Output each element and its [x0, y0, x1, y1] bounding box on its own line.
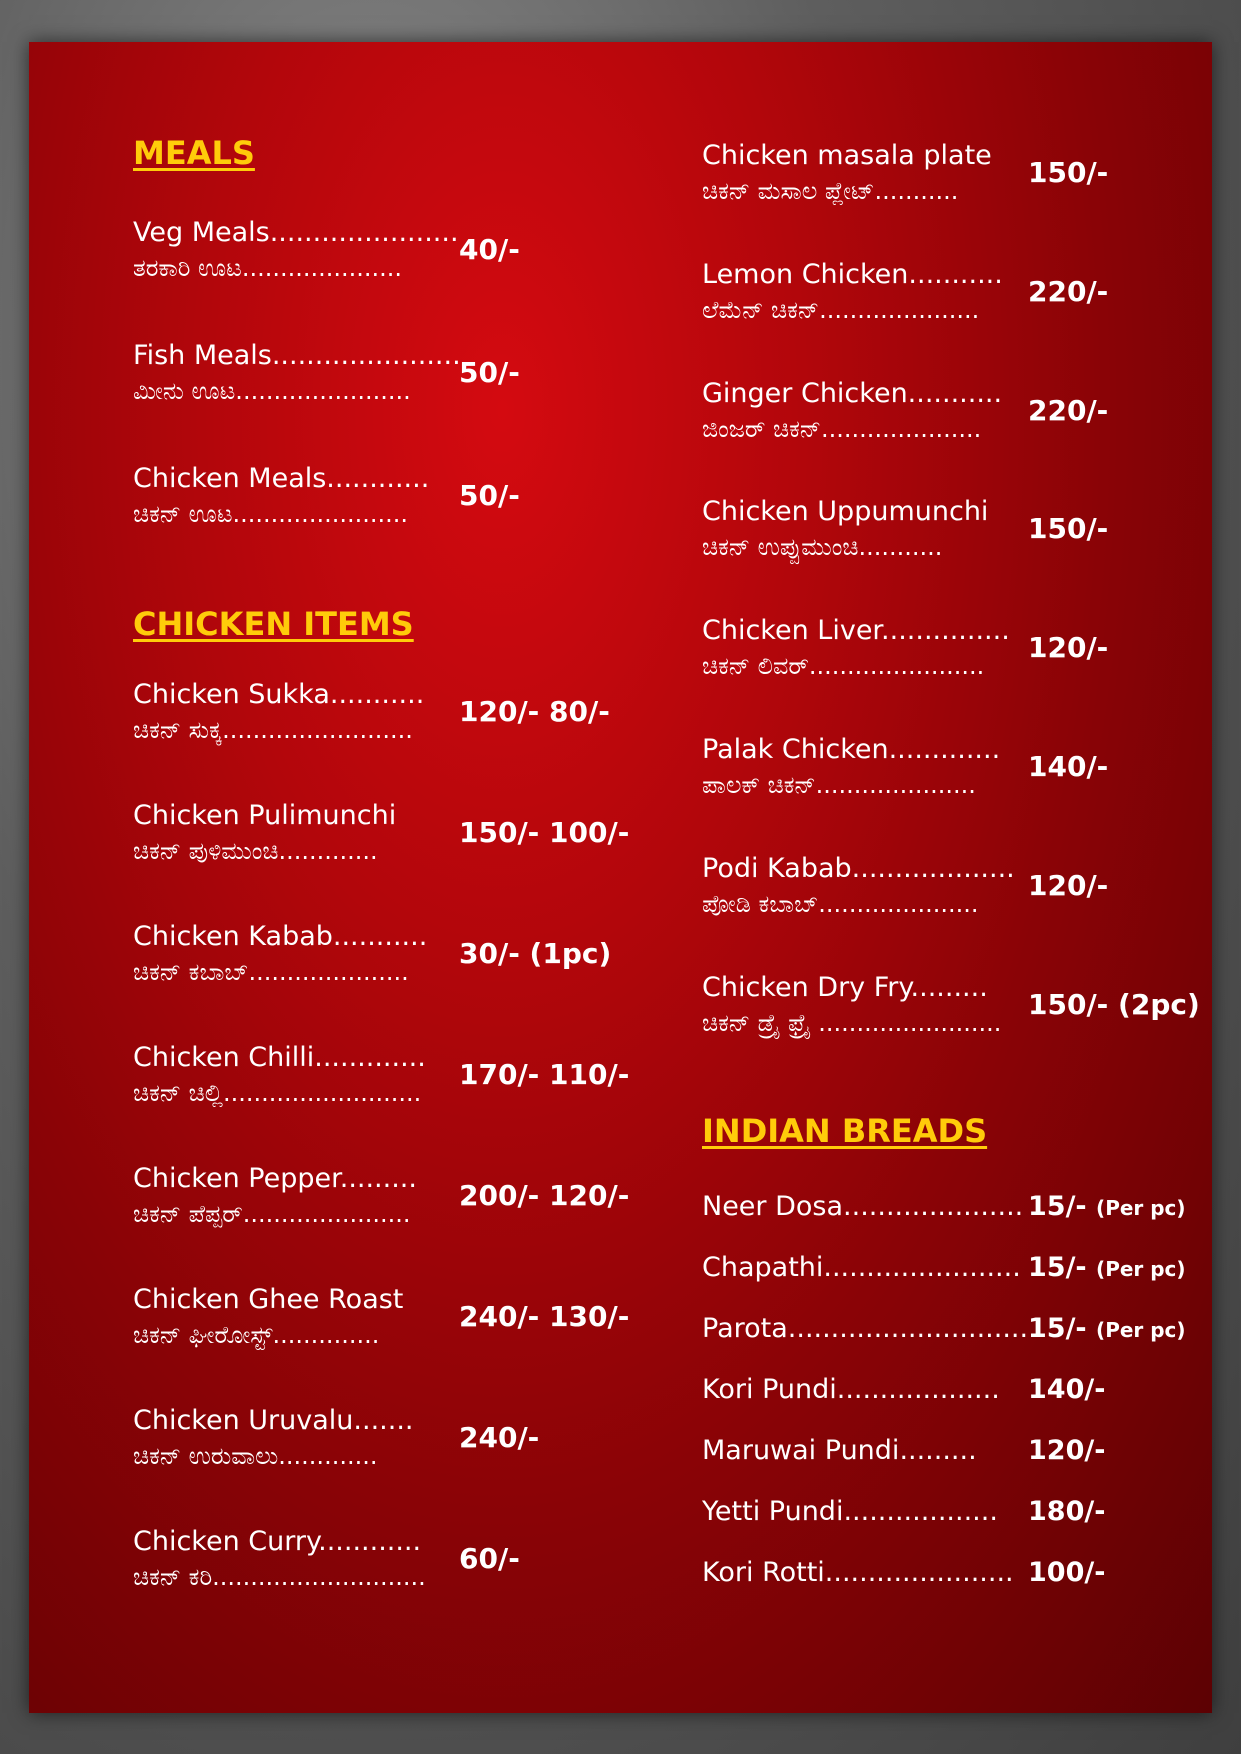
price-value: 180/-	[1028, 1496, 1106, 1527]
item-name-en: Chicken Ghee Roast	[133, 1284, 404, 1315]
item-name-kn: ಚಿಕನ್ ಘೀರೋಸ್ಟ್..............	[133, 1321, 380, 1349]
item-price: 240/-	[459, 1421, 540, 1454]
item-price	[1028, 1187, 1186, 1228]
item-name-kn: ಚಿಕನ್ ಉರುವಾಲು.............	[133, 1442, 378, 1470]
item-price: 50/-	[459, 479, 520, 512]
item-name-en: Ginger Chicken...........	[702, 378, 1003, 409]
item-name-en: Chicken Pepper.........	[133, 1163, 417, 1194]
item-name-kn: ಮೀನು ಊಟ.......................	[133, 377, 411, 405]
menu-item	[702, 494, 1109, 564]
price-value: 15/-	[1028, 1191, 1087, 1222]
item-price: 220/-	[1028, 275, 1109, 308]
bread-item	[702, 1553, 1106, 1593]
item-name-en: Chicken Dry Fry.........	[702, 972, 988, 1003]
item-name-en: Podi Kabab...................	[702, 853, 1015, 884]
item-name-en: Chicken Uppumunchi	[702, 496, 989, 527]
item-name-en: Maruwai Pundi.........	[702, 1435, 977, 1466]
item-price: 220/-	[1028, 394, 1109, 427]
price-note: (Per pc)	[1096, 1318, 1186, 1342]
item-name-kn: ಚಿಕನ್ ಕಬಾಬ್.....................	[133, 958, 409, 986]
price-value: 120/-	[1028, 1435, 1106, 1466]
menu-item	[702, 376, 1109, 446]
item-name-en: Veg Meals......................	[133, 217, 459, 248]
item-price: 50/-	[459, 356, 520, 389]
item-name-kn: ಚಿಕನ್ ಲಿವರ್.......................	[702, 652, 985, 680]
item-name-en: Chicken Pulimunchi	[133, 800, 397, 831]
price-value: 140/-	[1028, 1374, 1106, 1405]
menu-panel	[29, 42, 1212, 1713]
meals-heading: MEALS	[133, 134, 255, 172]
item-name-en: Chicken Uruvalu.......	[133, 1405, 414, 1436]
menu-item	[133, 215, 520, 285]
item-price: 150/-	[1028, 156, 1109, 189]
menu-item	[133, 1040, 630, 1110]
menu-item	[133, 1282, 630, 1352]
item-price	[1028, 1553, 1105, 1593]
item-name-en: Chapathi.......................	[702, 1252, 1021, 1283]
indian-breads-heading: INDIAN BREADS	[702, 1112, 988, 1150]
item-price: 120/- 80/-	[459, 695, 610, 728]
item-price: 170/- 110/-	[459, 1058, 630, 1091]
item-name-kn: ಚಿಕನ್ ಮಸಾಲ ಪ್ಲೇಟ್...........	[702, 177, 959, 205]
item-name-kn: ಚಿಕನ್ ಸುಕ್ಕ.........................	[133, 716, 413, 744]
item-name-kn: ಚಿಕನ್ ಉಪ್ಪುಮುಂಚಿ...........	[702, 533, 943, 561]
price-note: (Per pc)	[1096, 1196, 1186, 1220]
item-price	[1028, 1431, 1105, 1471]
menu-item	[702, 613, 1109, 683]
item-name-kn: ತರಕಾರಿ ಊಟ.....................	[133, 254, 403, 282]
item-name-en: Chicken masala plate	[702, 140, 992, 171]
bread-item	[702, 1370, 1106, 1410]
price-value: 100/-	[1028, 1557, 1106, 1588]
item-price	[1028, 1492, 1105, 1532]
item-price: 40/-	[459, 233, 520, 266]
menu-item	[702, 257, 1109, 327]
item-name-kn: ಚಿಕನ್ ಡ್ರೈ ಫ್ರೈ ........................	[702, 1009, 1002, 1037]
menu-item	[702, 851, 1109, 921]
price-value: 15/-	[1028, 1252, 1087, 1283]
item-price: 120/-	[1028, 631, 1109, 664]
menu-item	[133, 1524, 520, 1594]
item-price: 30/- (1pc)	[459, 937, 612, 970]
menu-item	[133, 461, 520, 531]
item-name-en: Chicken Chilli.............	[133, 1042, 426, 1073]
item-price: 120/-	[1028, 869, 1109, 902]
item-name-kn: ಚಿಕನ್ ಕರಿ............................	[133, 1563, 426, 1591]
bread-item	[702, 1492, 1106, 1532]
item-price: 150/-	[1028, 512, 1109, 545]
item-price: 150/- (2pc)	[1028, 988, 1200, 1021]
menu-item	[133, 1161, 630, 1231]
menu-item	[702, 970, 1200, 1040]
item-price	[1028, 1370, 1105, 1410]
item-name-kn: ಚಿಕನ್ ಊಟ.......................	[133, 500, 408, 528]
item-name-en: Fish Meals......................	[133, 340, 461, 371]
menu-item	[133, 1403, 540, 1473]
item-price: 200/- 120/-	[459, 1179, 630, 1212]
item-name-en: Yetti Pundi..................	[702, 1496, 998, 1527]
bread-item	[702, 1309, 1186, 1349]
bread-item	[702, 1248, 1186, 1288]
item-name-en: Chicken Kabab...........	[133, 921, 428, 952]
item-name-en: Neer Dosa.....................	[702, 1191, 1024, 1222]
item-price: 140/-	[1028, 750, 1109, 783]
item-name-kn: ಚಿಕನ್ ಚಿಲ್ಲಿ..........................	[133, 1079, 422, 1107]
item-name-kn: ಚಿಕನ್ ಪುಳಿಮುಂಚಿ.............	[133, 837, 378, 865]
item-name-kn: ಚಿಕನ್ ಪೆಪ್ಪರ್......................	[133, 1200, 411, 1228]
item-price: 150/- 100/-	[459, 816, 630, 849]
chicken-items-heading: CHICKEN ITEMS	[133, 605, 414, 643]
menu-item	[702, 732, 1109, 802]
item-name-kn: ಜಿಂಜರ್ ಚಿಕನ್.....................	[702, 415, 982, 443]
item-name-en: Kori Rotti......................	[702, 1557, 1014, 1588]
item-name-en: Chicken Sukka...........	[133, 679, 425, 710]
item-name-en: Chicken Curry............	[133, 1526, 422, 1557]
menu-item	[133, 338, 520, 408]
bread-item	[702, 1431, 1106, 1471]
item-name-en: Chicken Liver...............	[702, 615, 1010, 646]
item-name-en: Palak Chicken.............	[702, 734, 1001, 765]
menu-item	[133, 919, 612, 989]
item-name-kn: ಲೆಮೆನ್ ಚಿಕನ್.....................	[702, 296, 980, 324]
bread-item	[702, 1187, 1186, 1227]
item-price	[1028, 1248, 1186, 1289]
menu-item	[133, 677, 610, 747]
item-name-kn: ಪಾಲಕ್ ಚಿಕನ್.....................	[702, 771, 976, 799]
price-note: (Per pc)	[1096, 1257, 1186, 1281]
item-name-kn: ಪೋಡಿ ಕಬಾಬ್.....................	[702, 890, 979, 918]
menu-item	[133, 798, 630, 868]
item-price: 240/- 130/-	[459, 1300, 630, 1333]
item-name-en: Kori Pundi...................	[702, 1374, 1000, 1405]
item-name-en: Chicken Meals............	[133, 463, 430, 494]
item-price: 60/-	[459, 1542, 520, 1575]
item-name-en: Lemon Chicken...........	[702, 259, 1003, 290]
menu-item	[702, 138, 1109, 208]
item-name-en: Parota.............................	[702, 1313, 1037, 1344]
item-price	[1028, 1309, 1186, 1350]
price-value: 15/-	[1028, 1313, 1087, 1344]
